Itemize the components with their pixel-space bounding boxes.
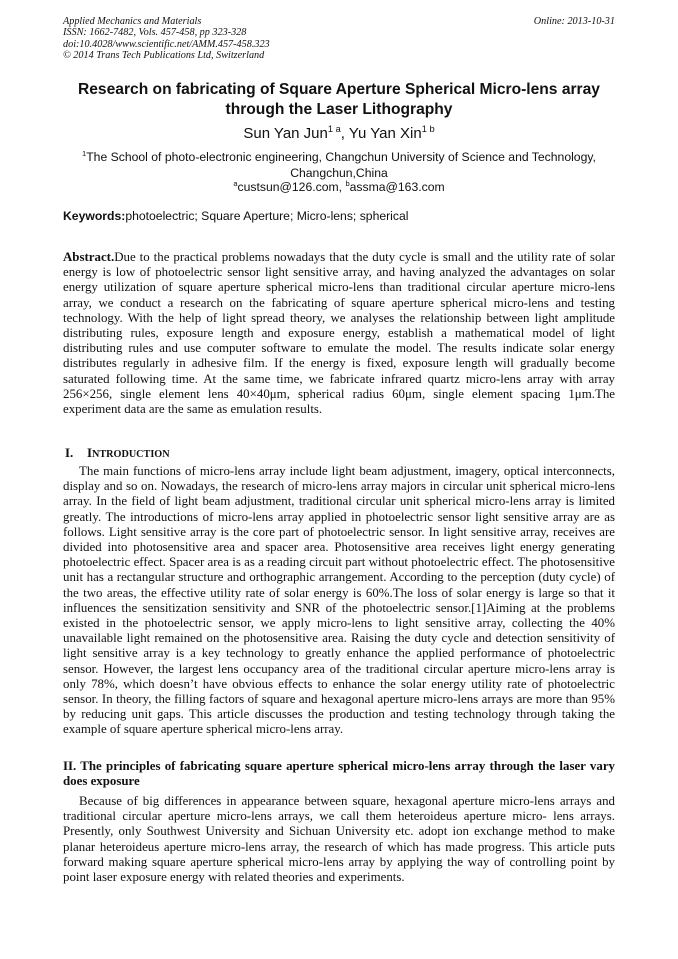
email-b: assma@163.com: [349, 180, 445, 194]
author-separator: ,: [340, 125, 349, 142]
section-1-paragraph: The main functions of micro-lens array include light beam adjustment, imagery, optical interconnects, display and so on. Nowadays, the research of micro-lens array majors in circular unit spherical micro-lens array. In the field of light beam adjustment, traditional circular unit spherical micro-lens array is limited greatly. The introductions of micro-lens array applied in photoelectric sensor light sensitive array are as follows. Light sensitive array is the core part of photoelectric sensor. In light sensitive array, receives are divided into photosensitive area and spacer area. Photosensitive area receives light energy generating photoelectric effect. Spacer area is as a reading circuit part without photoelectric effect. The photosensitive unit has a rectangular structure and orthographic arrangement. According to the perception (duty cycle) of the two areas, the effective utility rate of solar energy is 60%.The loss of solar energy is large so that it influences the sensitization sensitivity and SNR of the photoelectric sensor.[1]Aiming at the problems existed in the photoelectric sensor, we apply micro-lens to light sensitive array, collecting the 40% unavailable light remained on the photosensitive area. Raising the duty cycle and detection sensitivity of light sensitive array is a key technology to greatly enhance the applied performance of photoelectric sensor. However, the largest lens occupancy area of the traditional circular aperture micro-lens array is only 78%, which doesn’t have obvious effects to enhance the solar energy utility rate of photoelectric sensor. In theory, the filling factors of square and hexagonal aperture micro-lens arrays are more than 95% by reducing unit gaps. This article discusses the production and testing technology through taking the example of square aperture spherical micro-lens array.: [63, 464, 615, 737]
email-separator: ,: [338, 180, 346, 194]
affiliation-line-2: Changchun,China: [290, 165, 388, 180]
doi-line: doi:10.4028/www.scientific.net/AMM.457-458.323: [63, 38, 270, 50]
author-1: Sun Yan Jun: [243, 125, 328, 142]
section-2-paragraph: Because of big differences in appearance between square, hexagonal aperture micro-lens arrays and traditional circular aperture micro-lens arrays, we call them heteroideus aperture micro- lens arrays. Presently, only Southwest University and Sichuan University etc. adopt ion exchange method to make planar heteroideus aperture micro-lens array, the research of which has made progress. This article puts forward making square aperture spherical micro-lens array by applying the way of controlling point by point laser exposure energy with related theories and experiments.: [63, 794, 615, 885]
author-emails: [40, 180, 638, 195]
journal-header: [63, 16, 615, 62]
keywords: [63, 209, 615, 224]
online-date: Online: 2013-10-31: [533, 16, 615, 27]
paper-title: [40, 80, 638, 120]
abstract: [63, 250, 615, 417]
author-list: [40, 124, 638, 144]
email-a: custsun@126.com: [237, 180, 339, 194]
keywords-label: Keywords:: [63, 209, 126, 223]
email-a-mark: a: [233, 178, 238, 188]
section-1-number: I.: [65, 446, 74, 460]
title-line-2: through the Laser Lithography: [225, 101, 453, 118]
copyright-line: © 2014 Trans Tech Publications Ltd, Switzerland: [63, 50, 265, 62]
author-2: Yu Yan Xin: [348, 125, 422, 142]
section-1-title-initial: I: [87, 446, 93, 460]
author-1-affiliation-mark: 1 a: [327, 124, 341, 134]
section-2-heading: II. The principles of fabricating square aperture spherical micro-lens array through the laser vary does exposure: [63, 759, 615, 789]
abstract-text: Due to the practical problems nowadays that the duty cycle is small and the utility rate of solar energy is low of photoelectric sensor light sensitive array, and having analyzed the advantages on solar energy utilization of square aperture spherical micro-lens than traditional circular aperture micro-lens array, we conduct a research on the fabricating of square aperture spherical micro-lens and testing technology. With the help of light spread theory, we analyses the relationship between light amplitude distributing rules, exposure length and exposure energy, establish a mathematical model of light distributing rules and use computer software to emulate the model. The results indicate solar energy distributes regularly in adhesive film. If the energy is fixed, exposure length will gradually become saturated following time. At the same time, we fabricate infrared quartz micro-lens array with array 256×256, single element lens 40×40μm, spherical radius 60μm, single element spacing 1μm.The experiment data are the same as emulation results.: [63, 250, 615, 417]
section-1-heading: [63, 446, 615, 462]
journal-name: Applied Mechanics and Materials: [63, 16, 202, 27]
affiliation-line-1: The School of photo-electronic engineering, Changchun University of Science and Technology,: [86, 150, 596, 164]
keywords-text: photoelectric; Square Aperture; Micro-lens; spherical: [125, 209, 409, 223]
title-line-1: Research on fabricating of Square Aperture Spherical Micro-lens array: [78, 81, 600, 98]
email-b-mark: b: [345, 178, 350, 188]
affiliation-mark: 1: [82, 148, 87, 158]
abstract-label: Abstract.: [63, 250, 115, 264]
author-2-affiliation-mark: 1 b: [421, 124, 435, 134]
affiliation: [56, 150, 622, 181]
section-1-title-rest: NTRODUCTION: [92, 449, 170, 460]
issn-line: ISSN: 1662-7482, Vols. 457-458, pp 323-328: [63, 27, 247, 39]
